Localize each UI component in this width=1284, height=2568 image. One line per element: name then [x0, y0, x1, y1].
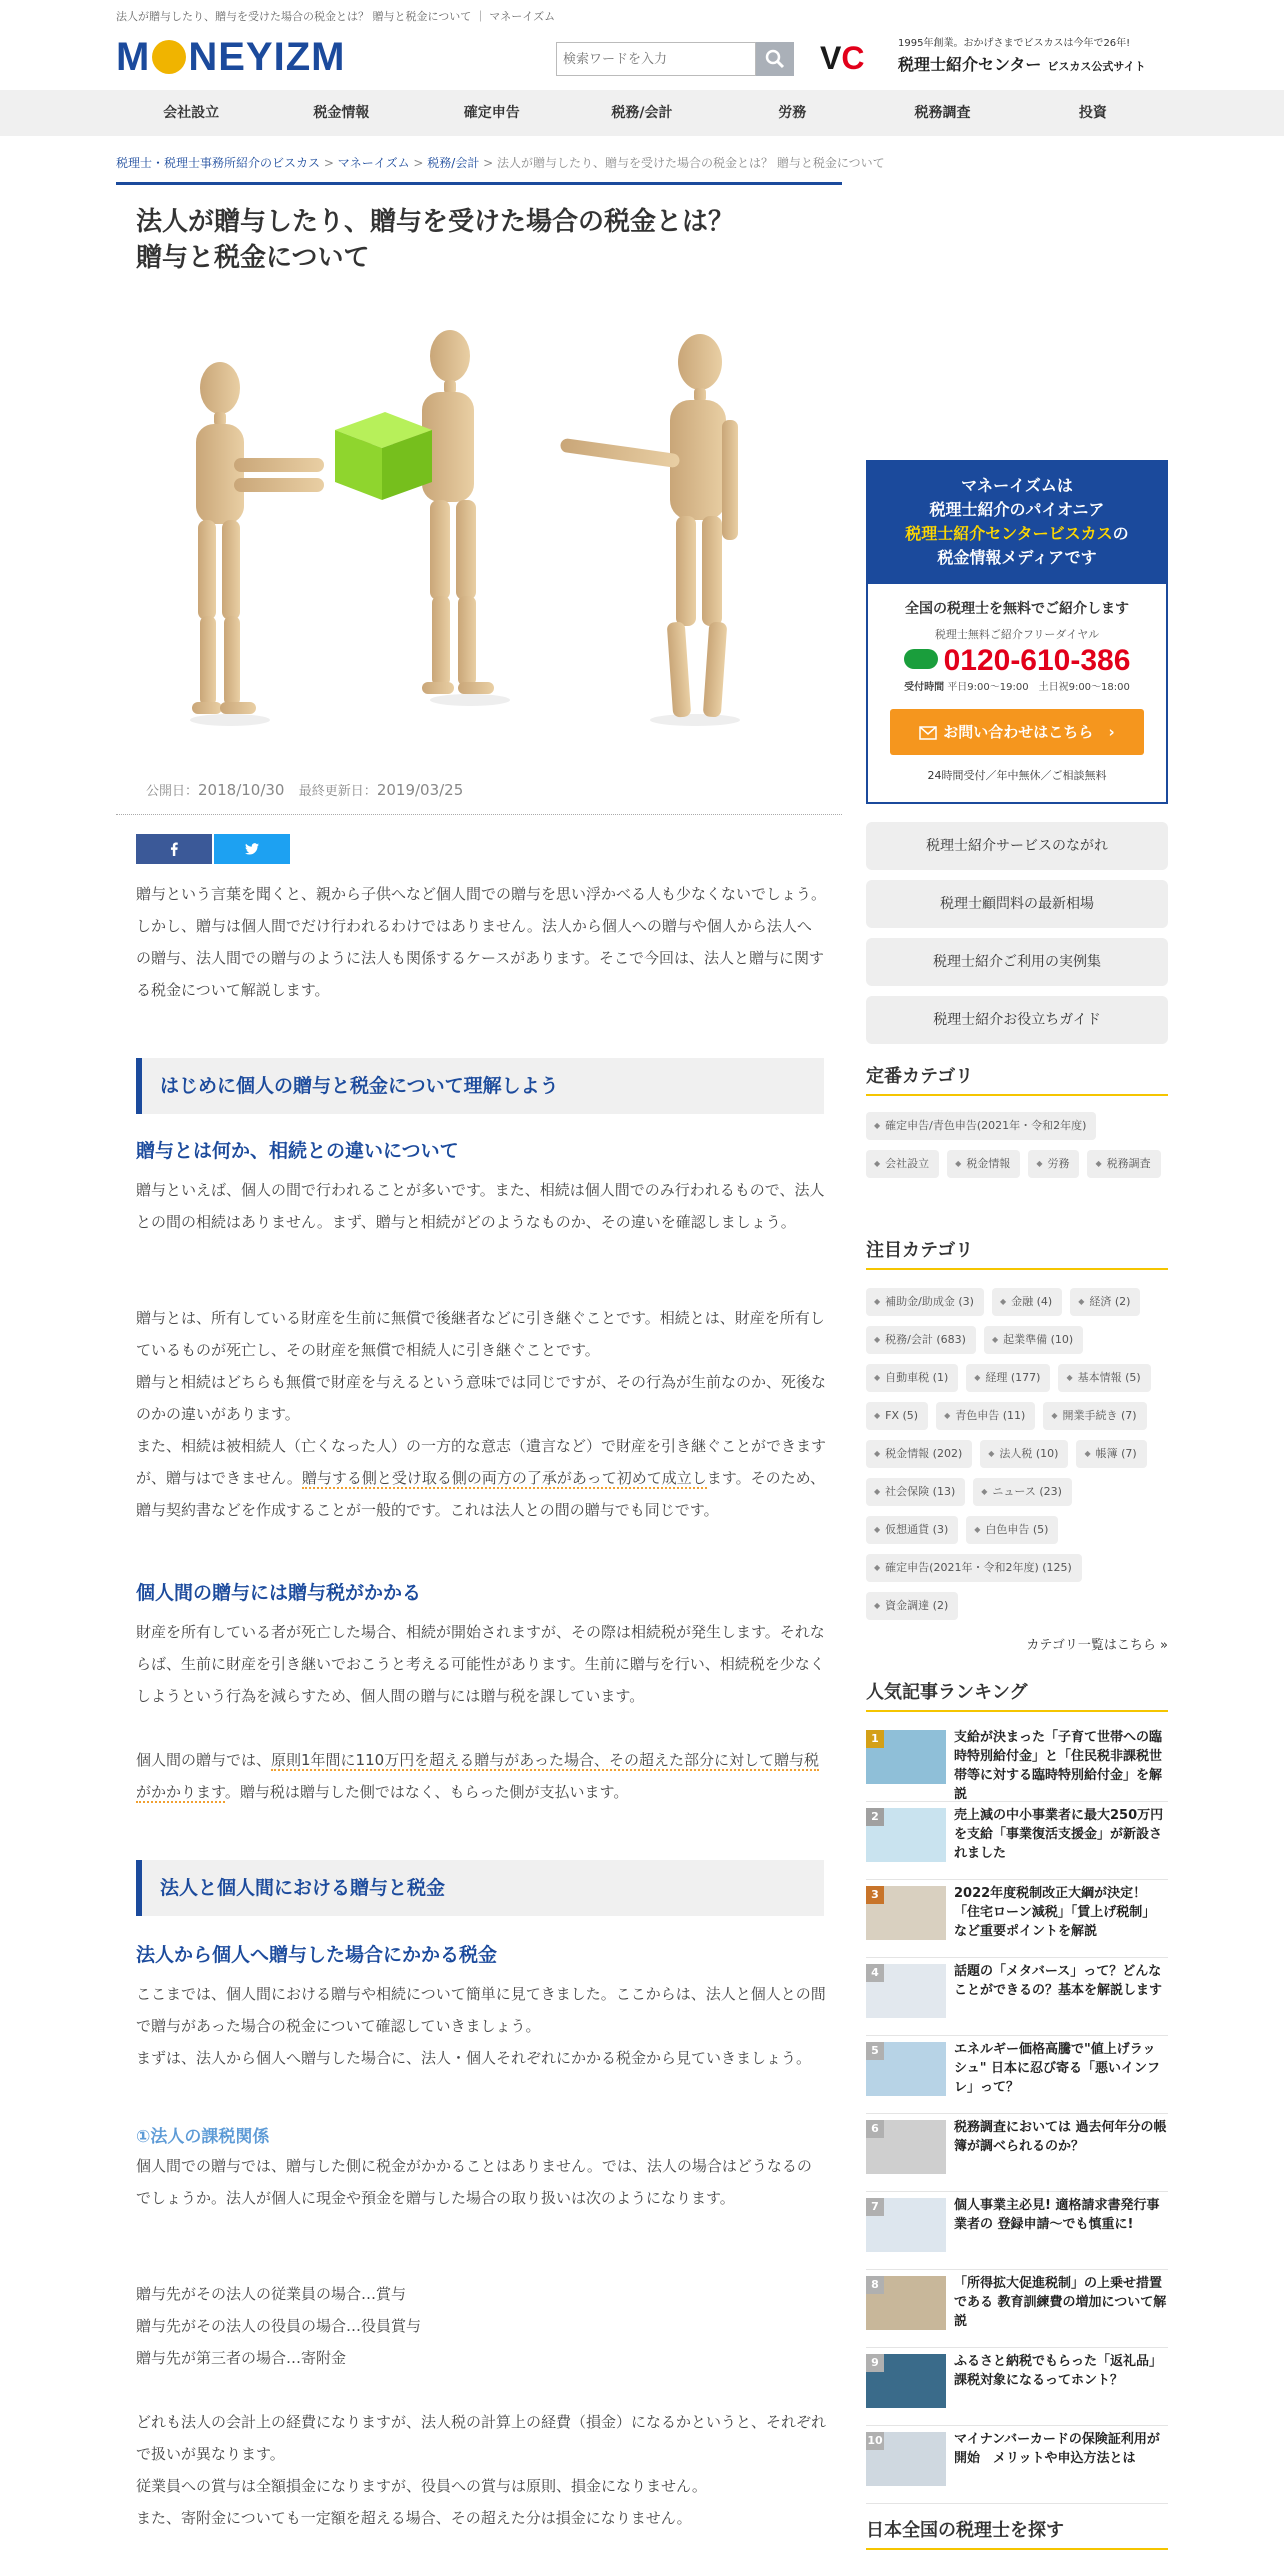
- contact-button[interactable]: お問い合わせはこちら ›: [890, 709, 1144, 755]
- teiban-heading: 定番カテゴリ: [866, 1062, 1168, 1096]
- breadcrumb: 税理士・税理士事務所紹介のビスカス > マネーイズム > 税務/会計 > 法人が贈与したり、贈与を受けた場合の税金とは？ 贈与と税金について: [116, 156, 885, 170]
- list-item: 贈与先が第三者の場合…寄附金: [136, 2349, 347, 2367]
- ranking-title: 話題の「メタバース」って？どんなことができるの？基本を解説します: [954, 1964, 1163, 1998]
- title-rule: [116, 182, 842, 185]
- search-form: [556, 42, 796, 76]
- section-heading-1: はじめに個人の贈与と税金について理解しよう: [136, 1058, 824, 1114]
- paragraph-5b: まずは、法人から個人へ贈与した場合に、法人・個人それぞれにかかる税金から見ていきましょう。: [136, 2049, 812, 2067]
- viscas-title: 税理士紹介センター ビスカス公式サイト: [898, 55, 1146, 74]
- category-tag[interactable]: ◆ 経済 (2): [1070, 1288, 1140, 1316]
- paragraph-2c: また、相続は被相続人（亡くなった人）の一方的な意志（遺言など）で財産を引き継ぐことができますが、贈与はできません。贈与する側と受け取る側の両方の了承があって初めて成立します。そのため、贈与契約書などを作成することが一般的です。これは法人との間の贈与でも同じです。: [136, 1437, 827, 1519]
- category-tag[interactable]: ◆ 補助金/助成金 (3): [866, 1288, 984, 1316]
- search-button[interactable]: [756, 42, 794, 76]
- nihon-heading: 日本全国の税理士を探す: [866, 2516, 1168, 2550]
- ranking-number: 8: [866, 2276, 884, 2294]
- ranking-item[interactable]: [866, 2116, 1168, 2192]
- breadcrumb-category[interactable]: 税務/会計: [427, 156, 480, 170]
- site-header: [0, 22, 1284, 88]
- chumoku-tags: [866, 1288, 1168, 1620]
- highlight-consent: 贈与する側と受け取る側の両方の了承があって初めて成立し: [301, 1469, 707, 1487]
- category-tag[interactable]: ◆ 税金情報: [947, 1150, 1020, 1178]
- page-title: 法人が贈与したり、贈与を受けた場合の税金とは？ 贈与と税金について: [136, 207, 735, 273]
- twitter-icon: [245, 843, 259, 855]
- double-chevron-right-icon: »: [1160, 1638, 1168, 1653]
- ranking-title: 「所得拡大促進税制」の上乗せ措置である 教育訓練費の増加について解説: [954, 2276, 1167, 2329]
- ranking-title: 税務調査においては 過去何年分の帳簿が調べられるのか？: [954, 2120, 1167, 2154]
- paragraph-1: 贈与といえば、個人の間で行われることが多いです。また、相続は個人間でのみ行われるもので、法人との間の相続はありません。まず、贈与と相続がどのようなものか、その違いを確認しましょう。: [136, 1181, 825, 1231]
- facebook-share-button[interactable]: [136, 834, 212, 864]
- ad-hours: 受付時間 平日9:00～19:00 土日祝9:00～18:00: [904, 682, 1130, 693]
- viscas-logo-icon: VC: [820, 40, 865, 76]
- nav-item-audit[interactable]: 税務調査: [914, 105, 971, 121]
- ranking-title: 支給が決まった「子育て世帯への臨時特別給付金」と「住民税非課税世帯等に対する臨時特別給付金」を解説: [954, 1730, 1163, 1802]
- sidebar-link-fee[interactable]: 税理士顧問料の最新相場: [866, 880, 1168, 928]
- subheading-gift-tax: 個人間の贈与には贈与税がかかる: [136, 1582, 422, 1604]
- nav-item-invest[interactable]: 投資: [1078, 105, 1107, 121]
- list-item: 贈与先がその法人の従業員の場合…賞与: [136, 2285, 407, 2303]
- category-tag[interactable]: ◆ 税務/会計 (683): [866, 1326, 976, 1354]
- viscas-ad-box: [866, 460, 1168, 804]
- breadcrumb-home[interactable]: 税理士・税理士事務所紹介のビスカス: [116, 156, 321, 170]
- ranking-item[interactable]: [866, 2350, 1168, 2426]
- category-tag[interactable]: ◆ 労務: [1028, 1150, 1079, 1178]
- published-date: 2018/10/30: [198, 781, 285, 799]
- ranking-title: マイナンバーカードの保険証利用が開始 メリットや申込方法とは: [954, 2432, 1160, 2466]
- paragraph-7a: どれも法人の会計上の経費になりますが、法人税の計算上の経費（損金）になるかというと、それぞれで扱いが異なります。: [136, 2413, 827, 2463]
- search-icon: [765, 49, 785, 69]
- subheading-corp-taxation: ①法人の課税関係: [136, 2127, 270, 2147]
- ranking-number: 10: [866, 2432, 884, 2450]
- teiban-tags: [866, 1112, 1168, 1178]
- breadcrumb-current: 法人が贈与したり、贈与を受けた場合の税金とは？ 贈与と税金について: [497, 156, 885, 170]
- category-tag[interactable]: ◆ ニュース (23): [973, 1478, 1072, 1506]
- ad-phone-number[interactable]: 0120-610-386: [868, 644, 1166, 678]
- ranking-title: ふるさと納税でもらった「返礼品」課税対象になるってホント？: [954, 2354, 1163, 2388]
- category-tag[interactable]: ◆ 確定申告/青色申告(2021年・令和2年度): [866, 1112, 1096, 1140]
- chevron-right-icon: ›: [1108, 723, 1115, 741]
- viscas-banner[interactable]: [820, 32, 1170, 82]
- share-buttons: [136, 834, 290, 864]
- nav-item-labor[interactable]: 労務: [778, 105, 807, 121]
- ranking-title: 個人事業主必見! 適格請求書発行事業者の 登録申請～でも慎重に!: [954, 2198, 1160, 2232]
- category-tag[interactable]: ◆ 青色申告 (11): [936, 1402, 1035, 1430]
- green-box-icon: [335, 412, 432, 500]
- subheading-gift-vs-inheritance: 贈与とは何か、相続との違いについて: [136, 1140, 459, 1162]
- paragraph-5a: ここまでは、個人間における贈与や相続について簡単に見てきました。ここからは、法人と個人との間で贈与があった場合の税金について確認していきましょう。: [136, 1985, 826, 2035]
- chumoku-heading: 注目カテゴリ: [866, 1236, 1168, 1270]
- nav-item-accounting[interactable]: 税務/会計: [611, 105, 673, 121]
- category-tag[interactable]: ◆ FX (5): [866, 1402, 928, 1430]
- ranking-item[interactable]: [866, 2194, 1168, 2270]
- wooden-mannequins-illustration: [140, 290, 800, 730]
- category-tag[interactable]: ◆ 税金情報 (202): [866, 1440, 972, 1468]
- category-tag[interactable]: ◆ 白色申告 (5): [966, 1516, 1058, 1544]
- nav-item-tax-info[interactable]: 税金情報: [313, 105, 370, 121]
- twitter-share-button[interactable]: [214, 834, 290, 864]
- sidebar-link-flow[interactable]: 税理士紹介サービスのながれ: [866, 822, 1168, 870]
- paragraph-7b: 従業員への賞与は全額損金になりますが、役員への賞与は原則、損金になりません。: [136, 2477, 707, 2495]
- ad-footnote: 24時間受付／年中無休／ご相談無料: [927, 769, 1107, 782]
- ranking-number: 7: [866, 2198, 884, 2216]
- ad-headline: マネーイズムは 税理士紹介のパイオニア 税理士紹介センタービスカスの 税金情報メディアです: [868, 462, 1166, 584]
- category-tag[interactable]: ◆ 経理 (177): [966, 1364, 1050, 1392]
- paragraph-7c: また、寄附金についても一定額を超える場合、その超えた分は損金になりません。: [136, 2509, 692, 2527]
- category-tag[interactable]: ◆ 会社設立: [866, 1150, 939, 1178]
- dotted-divider: [116, 814, 842, 815]
- category-tag[interactable]: ◆ 自動車税 (1): [866, 1364, 958, 1392]
- category-tag[interactable]: ◆ 税務調査: [1087, 1150, 1160, 1178]
- updated-date: 2019/03/25: [376, 781, 464, 799]
- ranking-title: 売上減の中小事業者に最大250万円を支給「事業復活支援金」が新設されました: [954, 1808, 1164, 1861]
- category-tag[interactable]: ◆ 帳簿 (7): [1076, 1440, 1146, 1468]
- ranking-number: 9: [866, 2354, 884, 2372]
- ranking-number: 4: [866, 1964, 884, 1982]
- category-tag[interactable]: ◆ 資金調達 (2): [866, 1592, 958, 1620]
- ad-intro: 全国の税理士を無料でご紹介します: [905, 601, 1129, 617]
- sidebar-link-cases[interactable]: 税理士紹介ご利用の実例集: [866, 938, 1168, 986]
- ranking-item[interactable]: [866, 1726, 1168, 1802]
- category-tag[interactable]: ◆ 法人税 (10): [980, 1440, 1068, 1468]
- paragraph-6: 個人間での贈与では、贈与した側に税金がかかることはありません。では、法人の場合はどうなるのでしょうか。法人が個人に現金や預金を贈与した場合の取り扱いは次のようになります。: [136, 2157, 812, 2207]
- section-heading-2: 法人と個人間における贈与と税金: [136, 1860, 824, 1916]
- facebook-icon: [169, 842, 179, 856]
- paragraph-2b: 贈与と相続はどちらも無償で財産を与えるという意味では同じですが、その行為が生前なのか、死後なのかの違いがあります。: [136, 1373, 827, 1423]
- ranking-heading: 人気記事ランキング: [866, 1678, 1168, 1712]
- ranking-number: 1: [866, 1730, 884, 1748]
- category-tag[interactable]: ◆ 仮想通貨 (3): [866, 1516, 958, 1544]
- intro-paragraph: 贈与という言葉を聞くと、親から子供へなど個人間での贈与を思い浮かべる人も少なくないでしょう。しかし、贈与は個人間でだけ行われるわけではありません。法人から個人への贈与や個人から法人への贈与、法人間での贈与のように法人も関係するケースがあります。そこで今回は、法人と贈与に関する税金について解説します。: [136, 885, 827, 999]
- category-tag[interactable]: ◆ 起業準備 (10): [984, 1326, 1083, 1354]
- page-top-line: 法人が贈与したり、贈与を受けた場合の税金とは？ 贈与と税金について ｜ マネーイズム: [116, 10, 556, 23]
- ad-dial-label: 税理士無料ご紹介フリーダイヤル: [934, 628, 1100, 641]
- nav-item-company[interactable]: 会社設立: [163, 105, 220, 121]
- category-tag[interactable]: ◆ 開業手続き (7): [1043, 1402, 1146, 1430]
- nav-item-filing[interactable]: 確定申告: [463, 105, 520, 121]
- ranking-title: 2022年度税制改正大綱が決定！「住宅ローン減税」「賃上げ税制」など重要ポイントを解説: [954, 1886, 1156, 1939]
- viscas-tagline: 1995年創業。おかげさまでビスカスは今年で26年!: [898, 38, 1131, 49]
- ranking-title: エネルギー価格高騰で"値上げラッシュ" 日本に忍び寄る「悪いインフレ」って？: [954, 2042, 1161, 2095]
- mail-icon: [919, 726, 937, 740]
- post-dates: 公開日：2018/10/30 最終更新日：2019/03/25: [146, 781, 464, 799]
- ranking-item[interactable]: [866, 2272, 1168, 2348]
- subheading-corp-to-individual: 法人から個人へ贈与した場合にかかる税金: [136, 1944, 498, 1966]
- paragraph-4: 個人間の贈与では、原則1年間に110万円を超える贈与があった場合、その超えた部分に対して贈与税がかかります。贈与税は贈与した側ではなく、もらった側が支払います。: [136, 1751, 820, 1801]
- ranking-item[interactable]: [866, 1960, 1168, 2036]
- global-nav: [0, 90, 1284, 136]
- ranking-item[interactable]: [866, 1882, 1168, 1958]
- ranking-item[interactable]: [866, 2038, 1168, 2114]
- ranking-item[interactable]: [866, 2428, 1168, 2504]
- ranking-number: 2: [866, 1808, 884, 1826]
- freedial-icon: [904, 649, 938, 669]
- ranking-number: 6: [866, 2120, 884, 2138]
- hero-image: [140, 290, 800, 730]
- moneyizm-logo[interactable]: M NEYIZM: [116, 34, 346, 79]
- breadcrumb-moneyizm[interactable]: マネーイズム: [337, 156, 410, 170]
- category-list-link[interactable]: カテゴリ一覧はこちら »: [1026, 1638, 1168, 1653]
- sidebar-link-guide[interactable]: 税理士紹介お役立ちガイド: [866, 996, 1168, 1044]
- category-tag[interactable]: ◆ 基本情報 (5): [1058, 1364, 1150, 1392]
- ranking-item[interactable]: [866, 1804, 1168, 1880]
- ranking-number: 3: [866, 1886, 884, 1904]
- paragraph-3: 財産を所有している者が死亡した場合、相続が開始されますが、その際は相続税が発生します。それならば、生前に財産を引き継いでおこうと考える可能性があります。生前に贈与を行い、相続税を少なくしようという行為を減らすため、個人間の贈与には贈与税を課しています。: [136, 1623, 825, 1705]
- category-tag[interactable]: ◆ 金融 (4): [992, 1288, 1062, 1316]
- highlight-110man: 原則1年間に110万円を超える贈与があった場合、その超えた部分に対して贈与税がかかります: [136, 1751, 820, 1801]
- ranking-number: 5: [866, 2042, 884, 2060]
- paragraph-2a: 贈与とは、所有している財産を生前に無償で後継者などに引き継ぐことです。相続とは、財産を所有しているものが死亡し、その財産を無償で相続人に引き継ぐことです。: [136, 1309, 825, 1359]
- category-tag[interactable]: ◆ 社会保険 (13): [866, 1478, 965, 1506]
- search-input[interactable]: [556, 42, 756, 76]
- list-item: 贈与先がその法人の役員の場合…役員賞与: [136, 2317, 422, 2335]
- category-tag[interactable]: ◆ 確定申告(2021年・令和2年度) (125): [866, 1554, 1082, 1582]
